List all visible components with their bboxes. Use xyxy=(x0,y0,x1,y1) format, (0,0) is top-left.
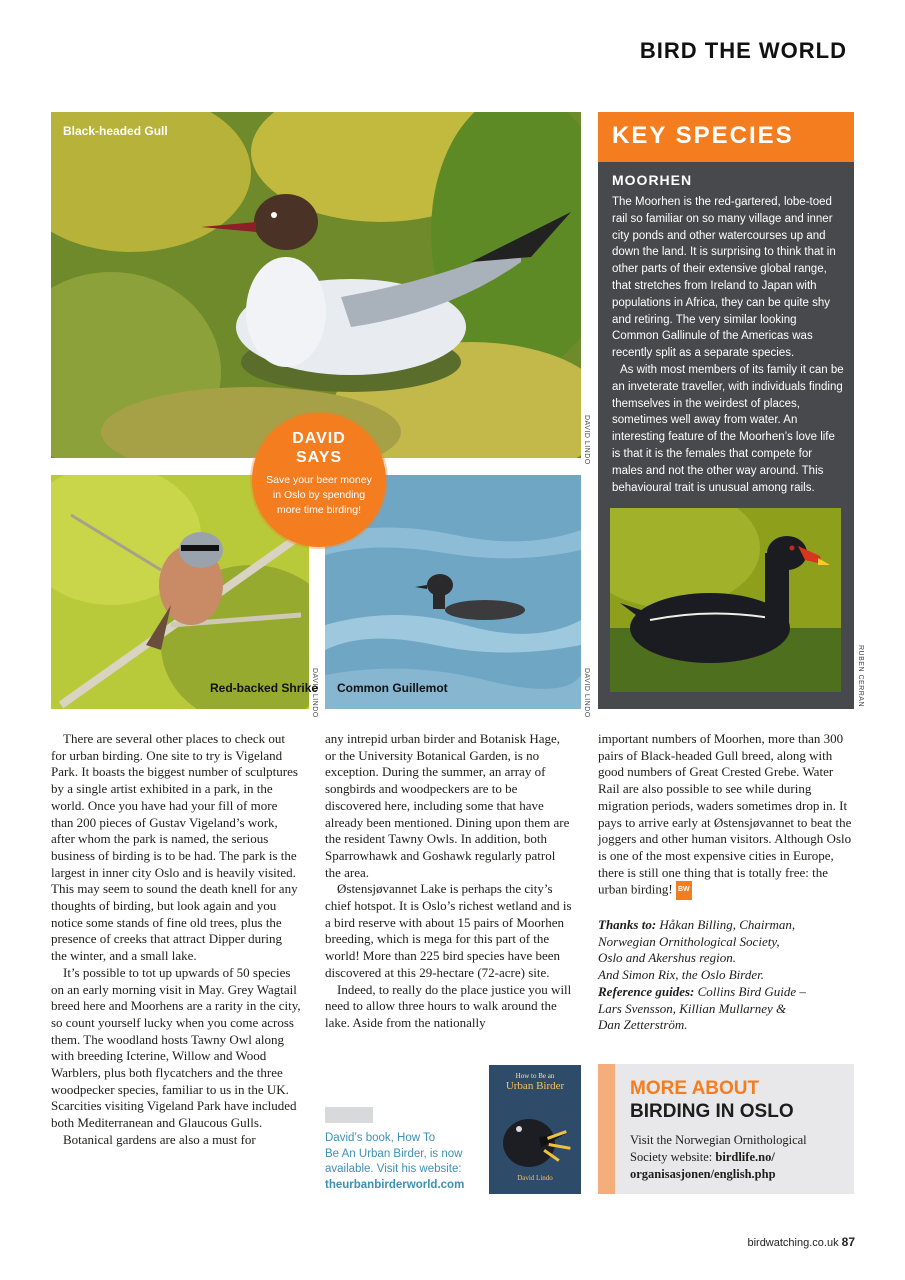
more-about-subtitle: BIRDING IN OSLO xyxy=(630,1101,794,1122)
moorhen-photo-image xyxy=(610,508,841,692)
gull-photo xyxy=(51,112,581,458)
book-promo-line: Be An Urban Birder, is now xyxy=(325,1147,463,1160)
book-promo-line: David’s book, How To xyxy=(325,1132,436,1144)
section-title: BIRD THE WORLD xyxy=(639,38,847,63)
gull-photo-image xyxy=(51,112,581,458)
book-cover-small: How to Be an xyxy=(515,1072,555,1080)
gull-credit: DAVID LINDO xyxy=(583,415,590,465)
thanks-line: Norwegian Ornithological Society, xyxy=(598,933,780,949)
book-promo-text xyxy=(325,1131,475,1193)
references-line: Dan Zetterström. xyxy=(598,1017,688,1033)
badge-title-line2: SAYS xyxy=(295,449,343,466)
references-line: Lars Svensson, Killian Mullarney & xyxy=(598,1000,787,1016)
key-species-text xyxy=(612,194,844,496)
guillemot-caption: Common Guillemot xyxy=(337,681,448,695)
guillemot-credit: DAVID LINDO xyxy=(583,668,590,718)
footer-site: birdwatching.co.uk xyxy=(747,1237,839,1249)
more-about-accent-bar xyxy=(598,1064,615,1194)
more-about-prefix: Visit the Norwegian Ornithological Society website: xyxy=(630,1133,807,1164)
thanks-line: And Simon Rix, the Oslo Birder. xyxy=(598,967,764,983)
book-promo-link[interactable]: theurbanbirderworld.com xyxy=(325,1178,465,1191)
book-promo-line: available. Visit his website: xyxy=(325,1163,462,1175)
end-mark: BW xyxy=(676,881,692,900)
key-species-paragraph: The Moorhen is the red-gartered, lobe-toed rail so familiar on so many village and inner city ponds and other watercourses up and down the land. It is surprising to think that in other parts of their extensive global range, that stretches from Ireland to Japan with populations in Africa, they can be quite shy and retiring. The very similar looking Common Gallinule of the Americas was recently split as a separate species. xyxy=(612,196,836,360)
gull-caption: Black-headed Gull xyxy=(63,124,168,138)
moorhen-photo xyxy=(610,508,841,692)
more-about-link[interactable]: birdlife.no/ organisasjonen/english.php xyxy=(630,1150,776,1181)
article-paragraph: It’s possible to tot up upwards of 50 species on an early morning visit in May. Grey Wagtail breed here and Moorhens are a rarity in the city, so count yourself lucky when you come across them. The woodland hosts Tawny Owl along with breeding Icterine, Willow and Wood Warblers, plus both flycatchers and the three woodpecker species, familiar to us in the UK. Scarcities visiting Vigeland Park have included both Mediterranean and Glaucous Gulls. xyxy=(51,964,301,1131)
page-footer xyxy=(747,1235,855,1249)
article-column-3 xyxy=(598,731,854,1034)
key-species-paragraph: As with most members of its family it can be an inveterate traveller, with individuals finding themselves in the weirdest of places, sometimes well away from water. An interesting feature of the Moorhen’s love life is that it is the females that compete for males and not the other way around. This behavioural trait is unusual among rails. xyxy=(612,363,844,494)
more-about-box xyxy=(598,1064,854,1194)
article-column-1 xyxy=(51,731,301,1149)
page-number: 87 xyxy=(841,1235,855,1249)
key-species-banner xyxy=(598,112,854,162)
article-paragraph: Botanical gardens are also a must for xyxy=(63,1131,256,1147)
thanks-line: Oslo and Akershus region. xyxy=(598,950,736,966)
references-line: Collins Bird Guide – xyxy=(697,983,806,999)
moorhen-credit: RUBEN CERRAN xyxy=(857,645,864,708)
more-about-text xyxy=(630,1132,845,1183)
book-cover-author: David Lindo xyxy=(517,1174,553,1182)
references-label: Reference guides: xyxy=(598,983,695,999)
book-cover-title: Urban Birder xyxy=(505,1080,565,1092)
key-species-name: MOORHEN xyxy=(612,172,693,188)
key-species-panel xyxy=(598,112,854,709)
key-species-heading: KEY SPECIES xyxy=(612,122,794,149)
shrike-caption: Red-backed Shrike xyxy=(210,681,319,695)
acknowledgements xyxy=(598,917,854,1034)
article-paragraph: There are several other places to check out for urban birding. One site to try is Vigeland Park. It boasts the biggest number of sculptures by a single artist exhibited in a park, in the world. Once you have had your fill of more than 200 pieces of Gustav Vigeland’s work, after whom the park is named, the serious business of birding is to be had. The park is the largest in inner city Oslo and is heavily visited. This may seem to sound the death knell for any thoughts of birding, but look again and you notice some stands of fine old trees, plus the presence of creeks that attract Dipper during the winter, and a small lake. xyxy=(51,731,298,964)
shrike-credit: DAVID LINDO xyxy=(311,668,318,718)
article-paragraph: Østensjøvannet Lake is perhaps the city’s chief hotspot. It is Oslo’s richest wetland and is a bird reserve with about 15 pairs of Moorhen breeding, which is mega for this part of the world! More than 225 bird species have been discovered at this 29-hectare (72-acre) site. xyxy=(325,881,572,980)
article-paragraph: Indeed, to really do the place justice you will need to allow three hours to walk around the lake. Aside from the nationally xyxy=(325,981,572,1030)
article-column-2 xyxy=(325,731,573,1032)
david-says-badge xyxy=(252,413,386,547)
book-promo-tab xyxy=(325,1107,373,1123)
book-cover xyxy=(489,1065,581,1194)
thanks-line: Håkan Billing, Chairman, xyxy=(659,917,796,933)
badge-title-line1: DAVID xyxy=(292,430,346,447)
thanks-label: Thanks to: xyxy=(598,917,657,933)
more-about-title: MORE ABOUT xyxy=(630,1078,760,1099)
article-paragraph: any intrepid urban birder and Botanisk Hage, or the University Botanical Garden, is no exception. During the summer, an array of songbirds and woodpeckers are to be discovered here, including some that have already been mentioned. Dining upon them are the resident Tawny Owls. In addition, both Sparrowhawk and Goshawk regularly patrol the area. xyxy=(325,731,570,880)
badge-text: Save your beer money in Oslo by spending more time birding! xyxy=(266,474,372,516)
article-paragraph: important numbers of Moorhen, more than 300 pairs of Black-headed Gull breed, along with good numbers of Great Crested Grebe. Water Rail are also possible to see while during migration periods, waders sometimes drop in. It pays to arrive early at Østensjøvannet to beat the joggers and other human visitors. Although Oslo is one of the most expensive cities in Europe, there is still one thing that is totally free: the urban birding! xyxy=(598,731,852,897)
